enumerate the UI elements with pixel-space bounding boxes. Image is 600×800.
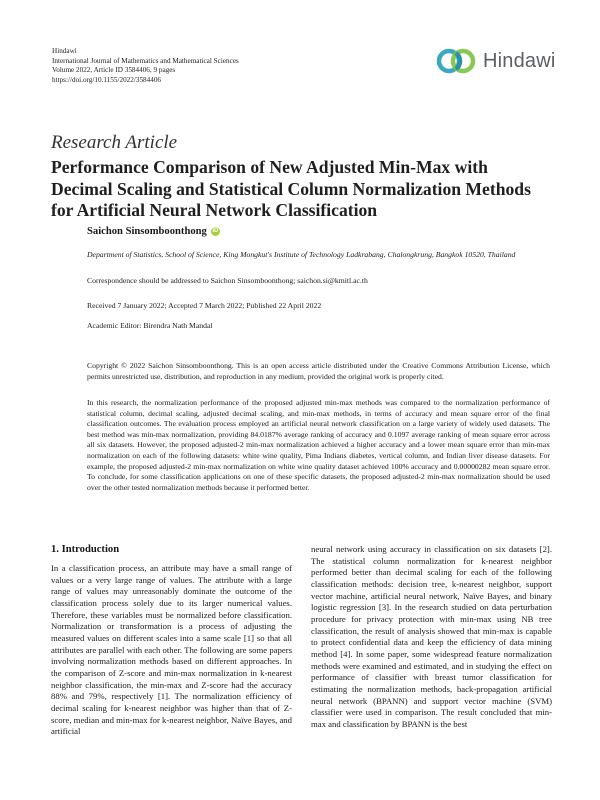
- journal-info: [52, 47, 239, 85]
- affiliation: Department of Statistics, School of Science, King Mongkut's Institute of Technology Ladkrabang, Chalongkrung, Bangkok 10520, Thailand: [87, 250, 516, 259]
- intro-column-right: [311, 544, 552, 731]
- academic-editor: Academic Editor: Birendra Nath Mandal: [87, 321, 213, 330]
- correspondence: Correspondence should be addressed to Saichon Sinsomboonthong; saichon.si@kmitl.ac.th: [87, 276, 368, 285]
- logo-wordmark: Hindawi: [483, 49, 556, 72]
- orcid-icon[interactable]: iD: [212, 228, 219, 234]
- article-type: Research Article: [51, 132, 178, 153]
- hindawi-logo-icon: [436, 48, 478, 74]
- hindawi-logo[interactable]: [436, 48, 556, 74]
- journal-name: International Journal of Mathematics and Mathematical Sciences: [52, 56, 239, 65]
- article-title: Performance Comparison of New Adjusted Min-Max with Decimal Scaling and Statistical Column Normalization Methods for Artificial Neural Network Classification: [51, 157, 531, 220]
- article-dates: Received 7 January 2022; Accepted 7 March 2022; Published 22 April 2022: [87, 301, 322, 310]
- volume-info: Volume 2022, Article ID 3584406, 9 pages: [52, 66, 176, 75]
- author-name[interactable]: Saichon Sinsomboonthong: [87, 226, 207, 237]
- doi-link[interactable]: https://doi.org/10.1155/2022/3584406: [52, 75, 162, 84]
- intro-paragraph-continued: neural network using accuracy in classification on six datasets [2]. The statistical column normalization for k-nearest neighbor performed better than decimal scaling for each of the following classification methods: decision tree, k-nearest neighbor, support vector machine, artificial neural network, Naïve Bayes, and binary logistic regression [3]. In the research studied on data perturbation procedure for privacy protection with min-max using NB tree classification, the result of analysis showed that min-max is capable to protect confidential data and keep the efficiency of data mining method [4]. In some paper, some widespread feature normalization methods were examined and estimated, and in studying the effect on performance of classifier with breast tumor classification for estimating the normalization methods, back-propagation artificial neural network (BPANN) and support vector machine (SVM) classifier were used in comparison. The result concluded that min-max and classification by BPANN is the best: [311, 544, 552, 729]
- intro-column-left: [51, 563, 292, 738]
- copyright-notice: Copyright © 2022 Saichon Sinsomboonthong. This is an open access article distributed under the Creative Commons Attribution License, which permits unrestricted use, distribution, and reproduction in any medium, provided the original work is properly cited.: [87, 361, 550, 381]
- author-line: [87, 226, 220, 237]
- abstract: In this research, the normalization performance of the proposed adjusted min-max methods was compared to the normalization performance of statistical column, decimal scaling, adjusted decimal scaling, and min-max methods, in terms of accuracy and mean square error of the final classification outcomes. The evaluation process employed an artificial neural network classification on a large variety of widely used datasets. The best method was min-max normalization, providing 84.0187% average ranking of accuracy and 0.1097 average ranking of mean square error across all six datasets. However, the proposed adjusted-2 min-max normalization achieved a higher accuracy and a lower mean square error than min-max normalization on each of the following datasets: white wine quality, Pima Indians diabetes, vertical column, and Indian liver disease datasets. For example, the proposed adjusted-2 min-max normalization on white wine quality dataset achieved 100% accuracy and 0.00000282 mean square error. To conclude, for some classification applications on one of these specific datasets, the proposed adjusted-2 min-max normalization should be used over the other tested normalization methods because it performed better.: [87, 398, 550, 492]
- publisher-name: Hindawi: [52, 47, 77, 55]
- intro-paragraph: In a classification process, an attribute may have a small range of values or a very large range of values. The attribute with a large range of values may unreasonably dominate the outcome of the classification process solely due to its larger numerical values. Therefore, these variables must be normalized before classification. Normalization or transformation is a process of adjusting the measured values on different scales into a same scale [1] so that all attributes are parallel with each other. The following are some papers involving normalization methods based on different approaches. In the comparison of Z-score and min-max normalization in k-nearest neighbor classification, the min-max and Z-score had the accuracy 88% and 79%, respectively [1]. The normalization efficiency of decimal scaling for k-nearest neighbor was higher than that of Z-score, median and min-max for k-nearest neighbor, Naïve Bayes, and artificial: [51, 563, 292, 737]
- section-heading: 1. Introduction: [51, 544, 120, 555]
